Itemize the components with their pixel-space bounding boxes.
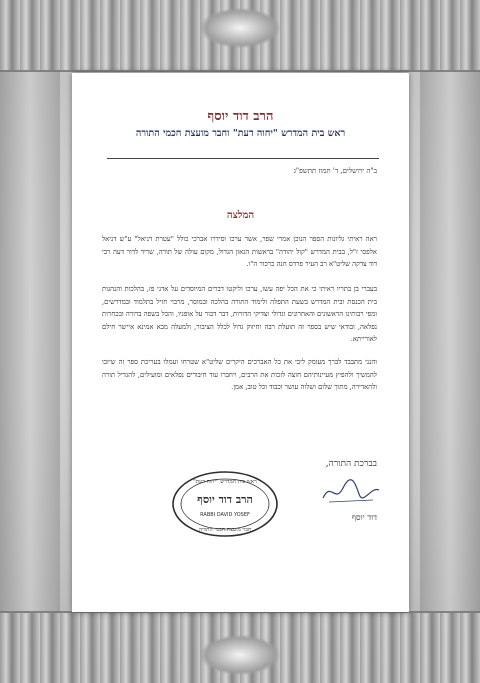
paragraph-1: ראה ראיתי גליונות הספר הנוכן אמרי שפר, אשר ערכו וסידרו אברכי כולל "עטרת דניאל" ע"ש דניאל אלפסי ז"ל, בבית המדרש "קול יהודה" בראשות הגאון הגדול, מקום עולה של תורה, שריד לדור דעה רבי דוד צדקה שליט"א רב העיר פרדס חנה כרכור ה"ו.: [102, 235, 377, 268]
closing-blessing: בברכת התורה,: [325, 459, 377, 469]
paragraph-2: בעברי בן בתריו ראיתי כי את הכל יפה עשו, ערכו וליקטו דברים המיוסדים על אדני פז, בהלכות והנהגות בית הכנסת ובית המדרש בשעת התפלה ולימוד התורה בהלכה ובמוסר, מרבוי חזיל בתלמוד ובמדרשים, ומפי רבותינו הראשונים והאחרונים וגדולי וצדיקי הדורות, דבר דבור על אופניו, והכל בשפה ברורה ובכחרות נפלאה, ובודאי שיש בספר זה תועלת רבה וחיזוק גדול לכלל הציבור, ולמעלה מבא אמינא איישר חילם לאורייתא.: [102, 285, 377, 343]
bottom-ornament: [200, 635, 280, 675]
recommendation-heading: המלצה: [226, 210, 255, 221]
frame-right-border: [420, 0, 480, 683]
letterhead-subtitle: ראש בית המדרש "יחוה דעת" וחבר מועצת חכמי התורה: [135, 128, 346, 139]
seal-text-english: RABBI DAVID YOSEF: [200, 512, 250, 518]
seal-text-name: הרב דוד יוסף: [197, 493, 253, 506]
seal-text-top: ראש בית המדרש "יחוה דעת": [193, 479, 257, 485]
letterhead-title: הרב דוד יוסף: [207, 109, 274, 124]
frame-left-border: [0, 0, 60, 683]
signer-name: דוד יוסף: [351, 513, 377, 522]
paragraph-3: והנני מתבבד לברך מעומק ליבי את כל האברכים היקרים שליט"א שטרחו ועמלו בעריכת ספר זה שיזכו להמשיך ולהפיץ מעיינותיהם חוצה לזכות את הרבים, ויחברו עוד חיבורים נפלאים ומועילים, להגדיל תורה ולהאדירה, מתוך שלום ושלוה עושר וכבוד וכל טוב, אמן.: [102, 358, 377, 391]
seal-text-bottom: חבר מועצת חכמי התורה: [198, 527, 252, 533]
rabbinical-seal: [170, 469, 280, 539]
handwritten-signature: [321, 476, 381, 506]
letter-date: ב"ה ירושלים, ד' תמוז תתשפ"ג: [293, 167, 377, 175]
header-divider: [107, 158, 379, 159]
top-ornament: [200, 8, 280, 48]
letter-page: [72, 73, 409, 612]
